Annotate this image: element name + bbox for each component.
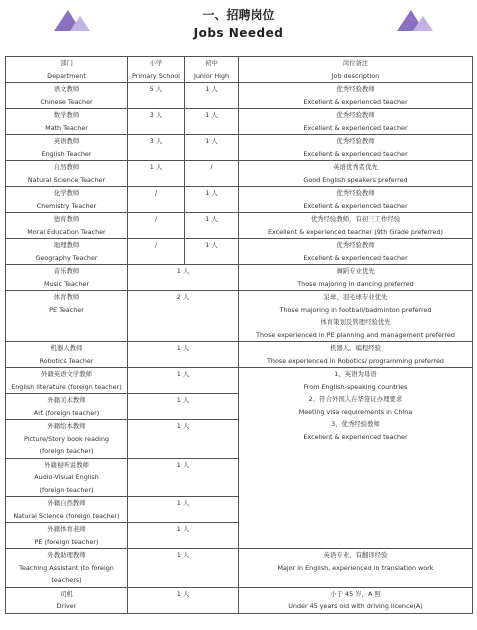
cell-text: Excellent & experienced teacher <box>303 432 408 441</box>
cell-text: Excellent & experienced teacher <box>303 253 408 262</box>
cell-text: / <box>210 163 213 171</box>
cell-text: 3、优秀经验教师 <box>331 420 380 428</box>
cell-text: 机器人、编程经验 <box>329 344 382 352</box>
cell-text: Primary School <box>132 71 180 80</box>
cell-text: Geography Teacher <box>35 253 98 262</box>
cell-text: 1 人 <box>205 215 218 223</box>
junior-count-cell <box>185 135 239 161</box>
cell-text: 英语优秀者优先 <box>333 163 378 171</box>
cell-text: 司机 <box>60 589 73 598</box>
cell-text: 1 人 <box>176 396 190 404</box>
cell-text: 1 人 <box>205 241 218 249</box>
department-cell <box>6 368 128 394</box>
department-cell <box>6 420 128 459</box>
cell-text: PE (foreign teacher) <box>34 537 99 546</box>
cell-text: Music Teacher <box>43 279 89 288</box>
count-cell <box>128 549 239 588</box>
cell-text: Natural Science (foreign teacher) <box>13 511 120 520</box>
cell-text: 外籍绘本教师 <box>47 422 86 430</box>
cell-text: 1、英语为母语 <box>334 370 377 378</box>
cell-text: 舞蹈专业优先 <box>336 267 375 275</box>
cell-text: 1 人 <box>176 460 190 469</box>
junior-count-cell <box>185 109 239 135</box>
cell-text: Driver <box>56 602 77 610</box>
cell-text: Teaching Assistant (to foreign <box>19 563 114 572</box>
cell-text: 外籍英语文学教师 <box>40 370 93 378</box>
department-cell <box>6 109 128 135</box>
cell-text: 外教助理教师 <box>47 551 86 559</box>
page-title-cn: 一、招聘岗位 <box>202 8 275 22</box>
cell-text: 1 人 <box>176 370 190 378</box>
cell-text: Under 45 years old with driving licence(A) <box>288 602 423 610</box>
cell-text: 足球、羽毛球专业优先 <box>323 293 388 301</box>
cell-text: English literature (foreign teacher) <box>11 382 122 391</box>
table-row <box>6 135 473 161</box>
department-cell <box>6 587 128 613</box>
cell-text: 德育教师 <box>53 215 80 223</box>
cell-text: 1 人 <box>205 85 218 93</box>
primary-count-cell <box>128 135 185 161</box>
description-cell <box>239 291 473 342</box>
primary-count-cell <box>128 187 185 213</box>
cell-text: 5 人 <box>149 85 163 93</box>
cell-text: Excellent & experienced teacher <box>303 123 408 132</box>
count-cell <box>128 394 239 420</box>
cell-text: 语文教师 <box>53 85 80 93</box>
cell-text: 2、符合外国人在华签证办理要求 <box>308 395 403 403</box>
cell-text: 2 人 <box>176 293 190 301</box>
cell-text: 1 人 <box>149 163 163 171</box>
cell-text: English Teacher <box>41 149 92 158</box>
cell-text: 英语专业，有翻译经验 <box>323 551 388 559</box>
count-cell <box>128 420 239 459</box>
count-cell <box>128 587 239 613</box>
department-cell <box>6 394 128 420</box>
cell-text: / <box>154 215 158 223</box>
header-cell <box>239 57 473 83</box>
cell-text: Excellent & experienced teacher <box>303 201 408 210</box>
department-cell <box>6 83 128 109</box>
table-row <box>6 587 473 613</box>
page-title-en: Jobs Needed <box>193 26 284 40</box>
table-row <box>6 239 473 265</box>
cell-text: 小学 <box>149 59 163 67</box>
cell-text: 小于 45 岁，A 照 <box>330 589 381 598</box>
cell-text: 优秀经验教师 <box>336 189 375 197</box>
description-cell <box>239 342 473 368</box>
department-cell <box>6 213 128 239</box>
department-cell <box>6 342 128 368</box>
count-cell <box>128 342 239 368</box>
cell-text: 1 人 <box>176 525 190 533</box>
description-cell <box>239 239 473 265</box>
cell-text: Meeting visa requirements in China <box>298 407 413 416</box>
cell-text: 优秀经验教师 <box>336 85 375 93</box>
department-cell <box>6 523 128 549</box>
cell-text: 1 人 <box>176 422 190 430</box>
table-row <box>6 187 473 213</box>
cell-text: Junior High <box>193 71 230 80</box>
cell-text: / <box>154 241 158 249</box>
cell-text: teachers) <box>51 576 82 584</box>
cell-text: Excellent & experienced teacher <box>303 97 408 106</box>
cell-text: 1 人 <box>205 111 218 119</box>
cell-text: 初中 <box>205 59 218 67</box>
cell-text: Art (foreign teacher) <box>33 408 100 417</box>
cell-text: Excellent & experienced teacher (9th Grade preferred) <box>267 227 444 236</box>
cell-text: Audio-Visual English <box>34 473 99 481</box>
description-cell <box>239 368 473 549</box>
cell-text: 1 人 <box>205 137 218 145</box>
cell-text: 优秀经验教师 <box>336 137 375 145</box>
count-cell <box>128 523 239 549</box>
cell-text: Department <box>47 71 86 80</box>
description-cell <box>239 187 473 213</box>
junior-count-cell <box>185 161 239 187</box>
department-cell <box>6 135 128 161</box>
cell-text: PE Teacher <box>49 305 84 314</box>
count-cell <box>128 291 239 342</box>
cell-text: 外籍视听说教师 <box>44 460 89 469</box>
cell-text: Picture/Story book reading <box>24 434 109 443</box>
cell-text: 1 人 <box>205 189 218 197</box>
description-cell <box>239 161 473 187</box>
table-row <box>6 265 473 291</box>
cell-text: 体育策划及管理经验优先 <box>320 318 391 326</box>
department-cell <box>6 161 128 187</box>
table-header-row <box>6 57 473 83</box>
cell-text: 机器人教师 <box>50 344 83 352</box>
junior-count-cell <box>185 213 239 239</box>
header-cell <box>128 57 185 83</box>
primary-count-cell <box>128 239 185 265</box>
cell-text: Job description <box>331 71 380 80</box>
cell-text: Natural Science Teacher <box>27 175 106 184</box>
count-cell <box>128 497 239 523</box>
table-row <box>6 368 473 394</box>
table-row <box>6 109 473 135</box>
cell-text: 优秀经验教师 <box>336 241 375 249</box>
description-cell <box>239 109 473 135</box>
department-cell <box>6 458 128 497</box>
table-row <box>6 161 473 187</box>
cell-text: 1 人 <box>176 551 190 559</box>
cell-text: 自然教师 <box>53 163 80 171</box>
count-cell <box>128 368 239 394</box>
description-cell <box>239 587 473 613</box>
department-cell <box>6 549 128 588</box>
junior-count-cell <box>185 83 239 109</box>
cell-text: 音乐教师 <box>53 267 80 275</box>
primary-count-cell <box>128 213 185 239</box>
table-row <box>6 83 473 109</box>
table-row <box>6 213 473 239</box>
description-cell <box>239 135 473 161</box>
cell-text: Good English speakers preferred <box>303 175 408 184</box>
cell-text: 数学教师 <box>53 111 80 119</box>
cell-text: 3 人 <box>149 137 163 145</box>
primary-count-cell <box>128 161 185 187</box>
department-cell <box>6 291 128 342</box>
cell-text: 英语教师 <box>53 137 80 145</box>
cell-text: 外籍体育老师 <box>47 525 86 533</box>
table-row <box>6 549 473 588</box>
description-cell <box>239 83 473 109</box>
description-cell <box>239 213 473 239</box>
cell-text: Those majoring in dancing preferred <box>297 279 414 288</box>
cell-text: Those majoring in football/badminton preferred <box>279 305 432 314</box>
cell-text: Major in English, experienced in translation work <box>277 563 434 572</box>
jobs-table <box>5 56 473 614</box>
cell-text: 1 人 <box>176 344 190 352</box>
cell-text: 外籍美术教师 <box>47 396 86 404</box>
cell-text: From English-speaking countries <box>303 382 408 391</box>
cell-text: 3 人 <box>149 111 163 119</box>
department-cell <box>6 187 128 213</box>
cell-text: Chinese Teacher <box>40 97 93 106</box>
cell-text: Those experienced in PE planning and management preferred <box>256 330 455 339</box>
count-cell <box>128 265 239 291</box>
cell-text: 外籍自然教师 <box>47 499 86 507</box>
cell-text: 体育教师 <box>53 293 80 301</box>
cell-text: 优秀经验教师 <box>336 111 375 119</box>
cell-text: Chemistry Teacher <box>36 201 97 210</box>
department-cell <box>6 497 128 523</box>
cell-text: Excellent & experienced teacher <box>303 149 408 158</box>
cell-text: Those experienced in Robotics/ programming preferred <box>267 356 444 365</box>
primary-count-cell <box>128 83 185 109</box>
primary-count-cell <box>128 109 185 135</box>
count-cell <box>128 458 239 497</box>
cell-text: 地理教师 <box>53 241 80 249</box>
cell-text: 部门 <box>60 59 73 67</box>
cell-text: 化学教师 <box>53 189 80 197</box>
header-cell <box>6 57 128 83</box>
header-cell <box>185 57 239 83</box>
table-row <box>6 342 473 368</box>
cell-text: 1 人 <box>176 499 190 507</box>
description-cell <box>239 549 473 588</box>
department-cell <box>6 265 128 291</box>
cell-text: (foreign teacher) <box>39 485 94 494</box>
cell-text: Moral Education Teacher <box>27 227 106 236</box>
cell-text: 岗位备注 <box>342 59 369 67</box>
cell-text: 1 人 <box>176 267 190 275</box>
cell-text: (foreign teacher) <box>39 447 94 455</box>
junior-count-cell <box>185 239 239 265</box>
junior-count-cell <box>185 187 239 213</box>
cell-text: / <box>154 189 158 197</box>
department-cell <box>6 239 128 265</box>
cell-text: Robotics Teacher <box>39 356 94 365</box>
cell-text: 1 人 <box>176 589 190 598</box>
cell-text: Math Teacher <box>45 123 88 132</box>
description-cell <box>239 265 473 291</box>
cell-text: 优秀经验教师，有初三工作经验 <box>310 215 401 223</box>
table-row <box>6 291 473 342</box>
